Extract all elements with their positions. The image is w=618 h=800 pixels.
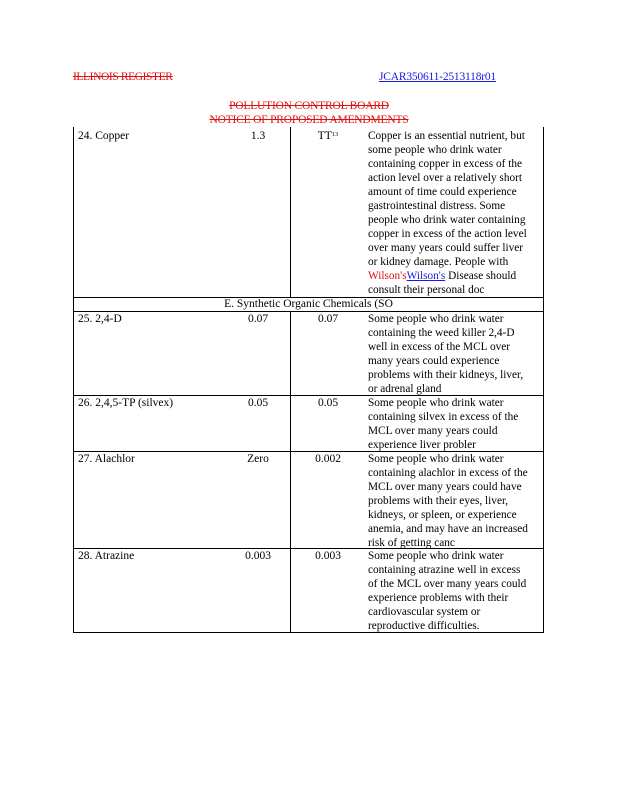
effect-line: over many years could suffer liver [368,242,524,254]
table-row-name: 24. Copper [78,130,130,142]
effect-line: or adrenal gland [368,383,442,395]
table-row-mcl: 1.3 [250,130,266,142]
table-row-mclg: 0.07 [317,313,339,325]
table-row-mcl: 0.003 [245,550,271,562]
effect-line: people who drink water containing [368,214,526,226]
jcar-id[interactable]: JCAR350611-2513118r01 [379,71,496,83]
effect-line: MCL over many years could have [368,481,522,493]
column-divider [290,311,291,633]
effect-line: cardiovascular system or [368,606,481,618]
notice-title: NOTICE OF PROPOSED AMENDMENTS [209,114,409,126]
effect-line: problems with their eyes, liver, [368,495,509,507]
effect-line: experience liver probler [368,439,476,451]
effect-tail: Disease should [445,270,517,282]
table-row-mclg: 0.05 [317,397,339,409]
inserted-text: Wilson's [406,270,446,282]
table-row-mcl: Zero [247,453,269,465]
effect-line: Some people who drink water [368,313,504,325]
effect-line: Some people who drink water [368,550,504,562]
table-row-effect [368,396,560,452]
effect-line: gastrointestinal distress. Some [368,200,506,212]
table-row-effect [368,129,560,297]
table-row-name: 27. Alachlor [78,453,135,465]
column-divider [290,127,291,297]
table-row-name: 25. 2,4-D [78,313,122,325]
effect-line: copper in excess of the action level [368,228,527,240]
effect-line: experience problems with their [368,592,509,604]
table-row-mcl: 0.05 [247,397,269,409]
effect-line: or kidney damage. People with [368,256,509,268]
board-title: POLLUTION CONTROL BOARD [229,100,389,112]
mclg-value: TT [317,130,332,142]
table-row-effect [368,452,560,550]
table-row-mclg: 0.003 [315,550,341,562]
effect-line: consult their personal doc [368,284,485,296]
table-row-mclg: 0.002 [315,453,341,465]
footnote-marker: 13 [331,131,339,138]
table-row-name: 26. 2,4,5-TP (silvex) [78,397,174,409]
effect-line: well in excess of the MCL over [368,341,511,353]
effect-line: risk of getting canc [368,537,455,549]
effect-line: Copper is an essential nutrient, but [368,130,525,142]
section-heading: E. Synthetic Organic Chemicals (SO [224,298,393,310]
effect-line [368,269,560,283]
effect-line: some people who drink water [368,144,502,156]
effect-line: action level over a relatively short [368,172,523,184]
effect-line: Some people who drink water [368,453,504,465]
effect-line: reproductive difficulties. [368,620,480,632]
effect-line: containing atrazine well in excess [368,564,521,576]
register-label: ILLINOIS REGISTER [73,71,173,83]
effect-line: containing the weed killer 2,4-D [368,327,515,339]
table-row-effect [368,549,560,633]
effect-line: containing alachlor in excess of the [368,467,528,479]
table-row-mcl: 0.07 [247,313,269,325]
table-border [73,127,74,633]
table-row-mclg [313,129,343,143]
table-row-effect [368,312,560,396]
effect-line: amount of time could experience [368,186,517,198]
effect-line: of the MCL over many years could [368,578,527,590]
contaminant-table [73,127,544,633]
effect-line: containing silvex in excess of the [368,411,519,423]
effect-line: Some people who drink water [368,397,504,409]
effect-line: kidneys, or spleen, or experience [368,509,517,521]
effect-line: containing copper in excess of the [368,158,523,170]
effect-line: anemia, and may have an increased [368,523,528,535]
table-row-name: 28. Atrazine [78,550,135,562]
effect-line: MCL over many years could [368,425,498,437]
deleted-text: Wilson's [368,270,407,282]
effect-line: problems with their kidneys, liver, [368,369,524,381]
effect-line: many years could experience [368,355,500,367]
